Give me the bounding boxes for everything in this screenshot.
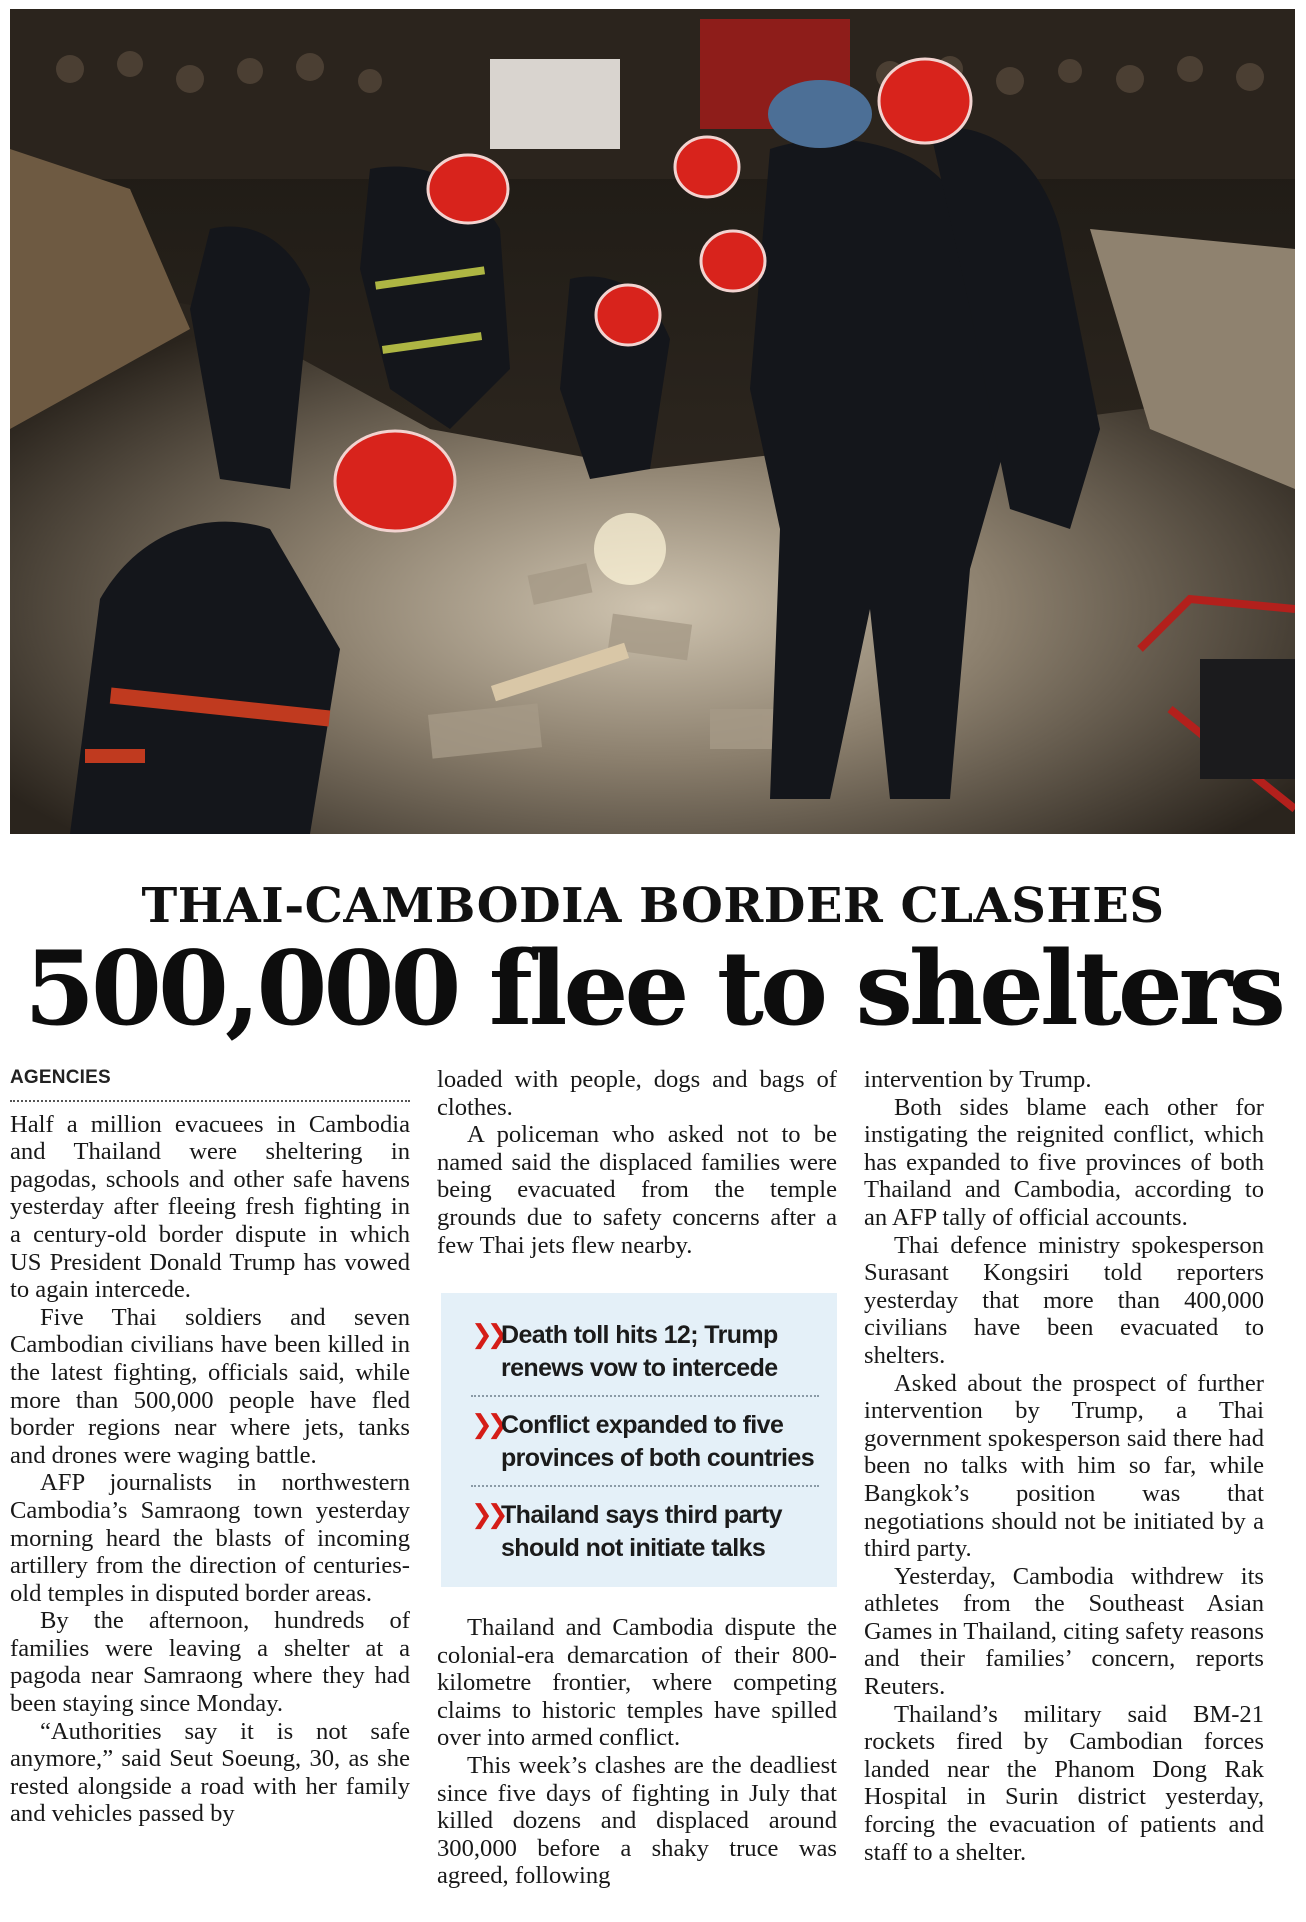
section-kicker: THAI-CAMBODIA BORDER CLASHES bbox=[141, 878, 1165, 934]
paragraph: AFP journalists in northwestern Cambodia’s Samraong town yesterday morning heard the blasts of incoming artillery from the direction of centuries-old temples in disputed border areas. bbox=[10, 1469, 410, 1607]
paragraph: intervention by Trump. bbox=[864, 1066, 1092, 1093]
highlight-text: Thailand says third party should not initiate talks bbox=[501, 1501, 782, 1562]
article-column-2 bbox=[437, 1066, 837, 1259]
highlight-item bbox=[471, 1499, 819, 1575]
headline: 500,000 flee to shelters bbox=[24, 929, 1282, 1049]
paragraph: Both sides blame each other for instigating the reignited conflict, which has expanded to five provinces of both Thailand and Cambodia, according to an AFP tally of official accounts. bbox=[864, 1093, 1264, 1231]
highlight-text: Conflict expanded to five provinces of both countries bbox=[501, 1411, 814, 1472]
paragraph: By the afternoon, hundreds of families were leaving a shelter at a pagoda near Samraong where they had been staying since Monday. bbox=[10, 1607, 410, 1718]
paragraph: Yesterday, Cambodia withdrew its athletes from the Southeast Asian Games in Thailand, citing safety reasons and their families’ concern, reports Reuters. bbox=[864, 1562, 1264, 1701]
paragraph: Thailand’s military said BM-21 rockets fired by Cambodian forces landed near the Phanom Dong Rak Hospital in Surin district yesterday, forcing the evacuation of patients and staff to a shelter. bbox=[864, 1700, 1264, 1866]
news-photo bbox=[10, 9, 1295, 834]
paragraph: loaded with people, dogs and bags of clothes. bbox=[437, 1066, 837, 1121]
highlight-item bbox=[471, 1409, 819, 1487]
paragraph: “Authorities say it is not safe anymore,” said Seut Soeung, 30, as she rested alongside a road with her family and vehicles passed by bbox=[10, 1717, 410, 1828]
paragraph: A policeman who asked not to be named said the displaced families were being evacuated from the temple grounds due to safety concerns after a few Thai jets flew nearby. bbox=[437, 1121, 837, 1259]
article-column-2-continued bbox=[437, 1614, 837, 1890]
paragraph: Five Thai soldiers and seven Cambodian civilians have been killed in the latest fighting, officials said, while more than 500,000 people have fled border regions near where jets, tanks and drones were waging battle. bbox=[10, 1303, 410, 1469]
paragraph: Thai defence ministry spokesperson Surasant Kongsiri told reporters yesterday that more than 400,000 civilians have been evacuated to shelters. bbox=[864, 1231, 1264, 1369]
highlight-item bbox=[471, 1319, 819, 1397]
article-column-1 bbox=[10, 1066, 410, 1828]
paragraph: Half a million evacuees in Cambodia and Thailand were sheltering in pagodas, schools and other safe havens yesterday after fleeing fresh fighting in a century-old border dispute in which US President Donald Trump has vowed to again intercede. bbox=[10, 1110, 410, 1304]
paragraph: Thailand and Cambodia dispute the colonial-era demarcation of their 800-kilometre frontier, where competing claims to historic temples have spilled over into armed conflict. bbox=[437, 1614, 837, 1752]
photo-illustration bbox=[10, 9, 1295, 834]
article-column-3 bbox=[864, 1066, 1264, 1866]
highlight-text: Death toll hits 12; Trump renews vow to intercede bbox=[501, 1321, 778, 1382]
highlights-box bbox=[441, 1293, 837, 1587]
byline: AGENCIES bbox=[10, 1064, 410, 1102]
paragraph: This week’s clashes are the deadliest since five days of fighting in July that killed dozens and displaced around 300,000 before a shaky truce was agreed, following bbox=[437, 1751, 837, 1890]
double-chevron-icon: ❯❯ bbox=[471, 1320, 503, 1350]
double-chevron-icon: ❯❯ bbox=[471, 1410, 503, 1440]
double-chevron-icon: ❯❯ bbox=[471, 1500, 503, 1530]
paragraph: Asked about the prospect of further intervention by Trump, a Thai government spokesperson said there had been no talks with him so far, while Bangkok’s position was that negotiations should not be initiated by a third party. bbox=[864, 1369, 1264, 1563]
